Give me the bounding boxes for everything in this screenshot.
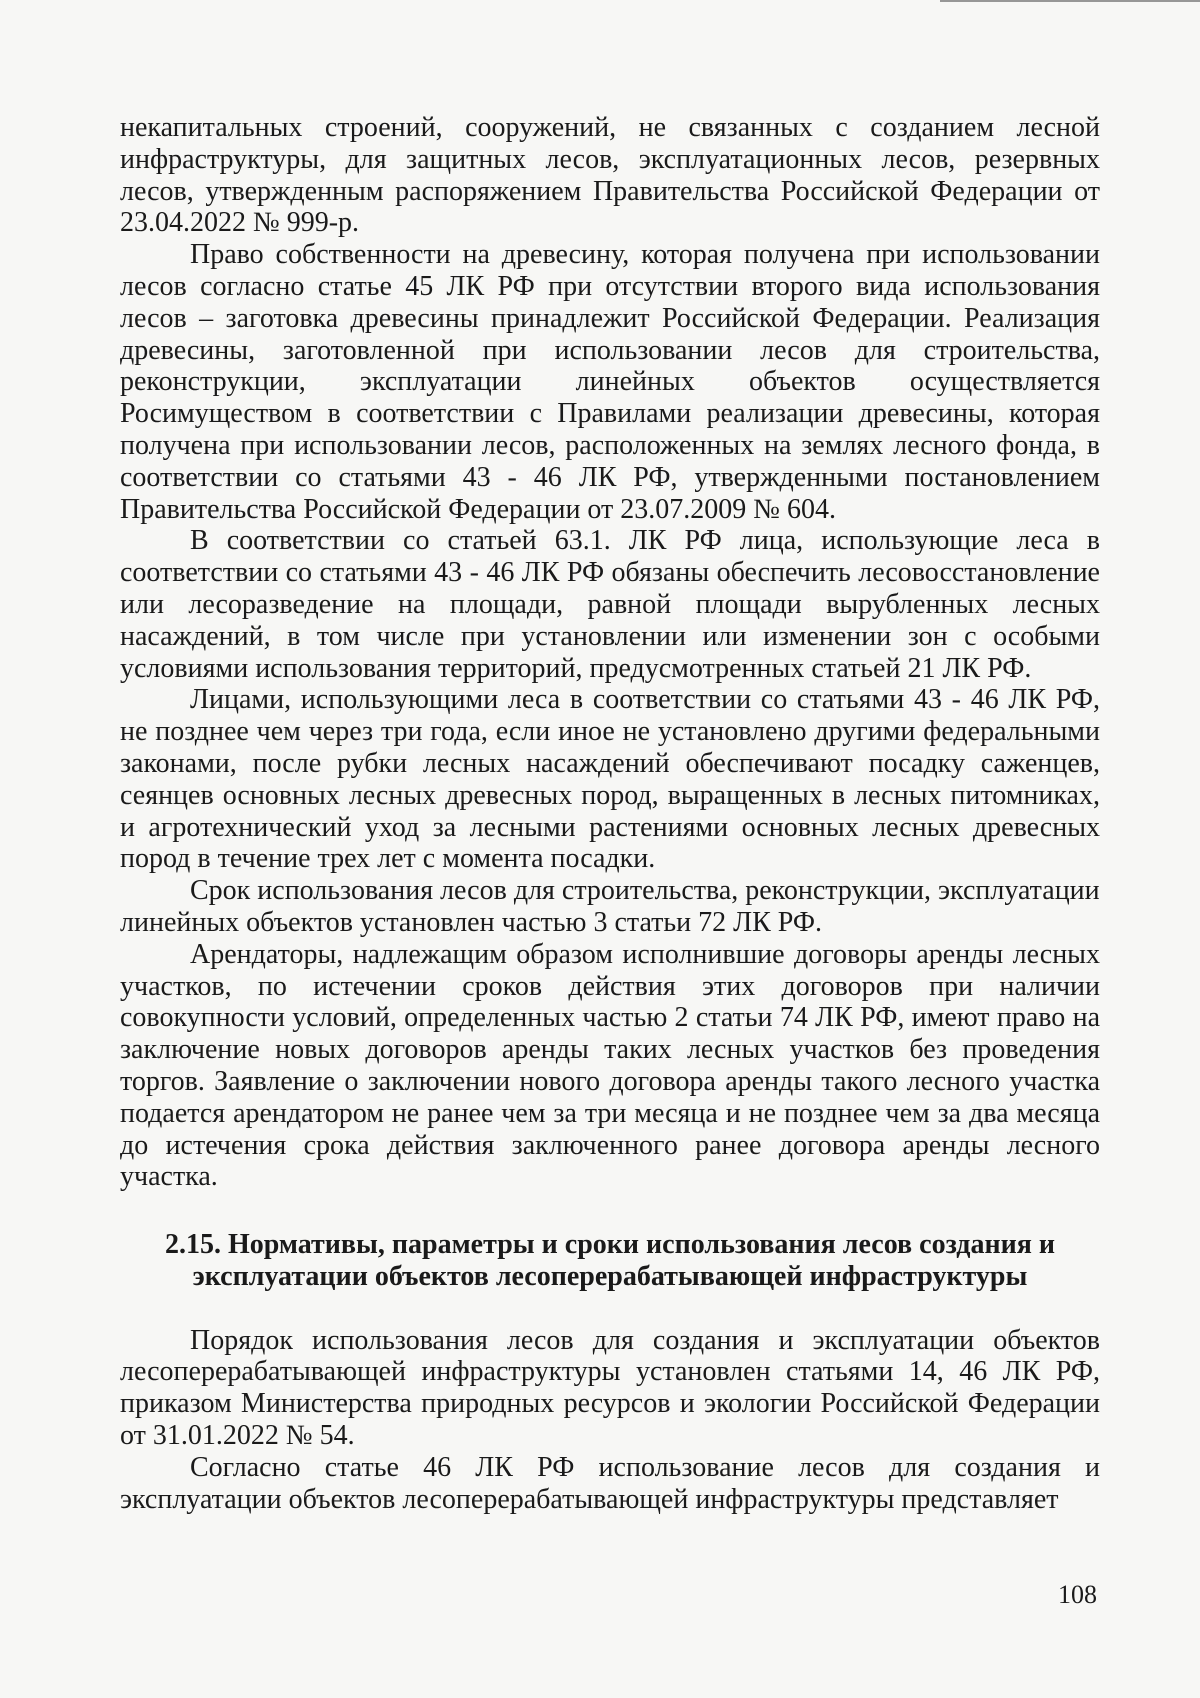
page-number: 108 [1058,1580,1097,1609]
section-paragraph-1: Порядок использования лесов для создания и эксплуатации объектов лесоперерабатывающей инфраструктуры установлен статьями 14, 46 ЛК РФ, приказом Министерства природных ресурсов и экологии Российской Федерации от 31.01.2022 № 54. [120,1324,1100,1452]
paragraph-6: Арендаторы, надлежащим образом исполнившие договоры аренды лесных участков, по истечении сроков действия этих договоров при наличии совокупности условий, определенных частью 2 статьи 74 ЛК РФ, имеют право на заключение новых договоров аренды таких лесных участков без проведения торгов. Заявление о заключении нового договора аренды такого лесного участка подается арендатором не ранее чем за три месяца и не позднее чем за два месяца до истечения срока действия заключенного ранее договора аренды лесного участка. [120,938,1100,1193]
paragraph-1: некапитальных строений, сооружений, не связанных с созданием лесной инфраструктуры, для защитных лесов, эксплуатационных лесов, резервных лесов, утвержденным распоряжением Правительства Российской Федерации от 23.04.2022 № 999-р. [120,112,1100,239]
section-heading: 2.15. Нормативы, параметры и сроки использования лесов создания и эксплуатации объектов лесоперерабатывающей инфраструктуры [164,1229,1056,1292]
page-content [120,112,1100,1515]
paragraph-5: Срок использования лесов для строительства, реконструкции, эксплуатации линейных объектов установлен частью 3 статьи 72 ЛК РФ. [120,875,1100,938]
top-rule-line [940,0,1200,2]
paragraph-3: В соответствии со статьей 63.1. ЛК РФ лица, использующие леса в соответствии со статьями 43 - 46 ЛК РФ обязаны обеспечить лесовосстановление или лесоразведение на площади, равной площади вырубленных лесных насаждений, в том числе при установлении или изменении зон с особыми условиями использования территорий, предусмотренных статьей 21 ЛК РФ. [120,525,1100,684]
paragraph-4: Лицами, использующими леса в соответствии со статьями 43 - 46 ЛК РФ, не позднее чем через три года, если иное не установлено другими федеральными законами, после рубки лесных насаждений обеспечивают посадку саженцев, сеянцев основных лесных древесных пород, выращенных в лесных питомниках, и агротехнический уход за лесными растениями основных лесных древесных пород в течение трех лет с момента посадки. [120,684,1100,875]
section-paragraph-2: Согласно статье 46 ЛК РФ использование лесов для создания и эксплуатации объектов лесоперерабатывающей инфраструктуры представляет [120,1451,1100,1515]
paragraph-2: Право собственности на древесину, которая получена при использовании лесов согласно статье 45 ЛК РФ при отсутствии второго вида использования лесов – заготовка древесины принадлежит Российской Федерации. Реализация древесины, заготовленной при использовании лесов для строительства, реконструкции, эксплуатации линейных объектов осуществляется Росимуществом в соответствии с Правилами реализации древесины, которая получена при использовании лесов, расположенных на землях лесного фонда, в соответствии со статьями 43 - 46 ЛК РФ, утвержденными постановлением Правительства Российской Федерации от 23.07.2009 № 604. [120,239,1100,525]
